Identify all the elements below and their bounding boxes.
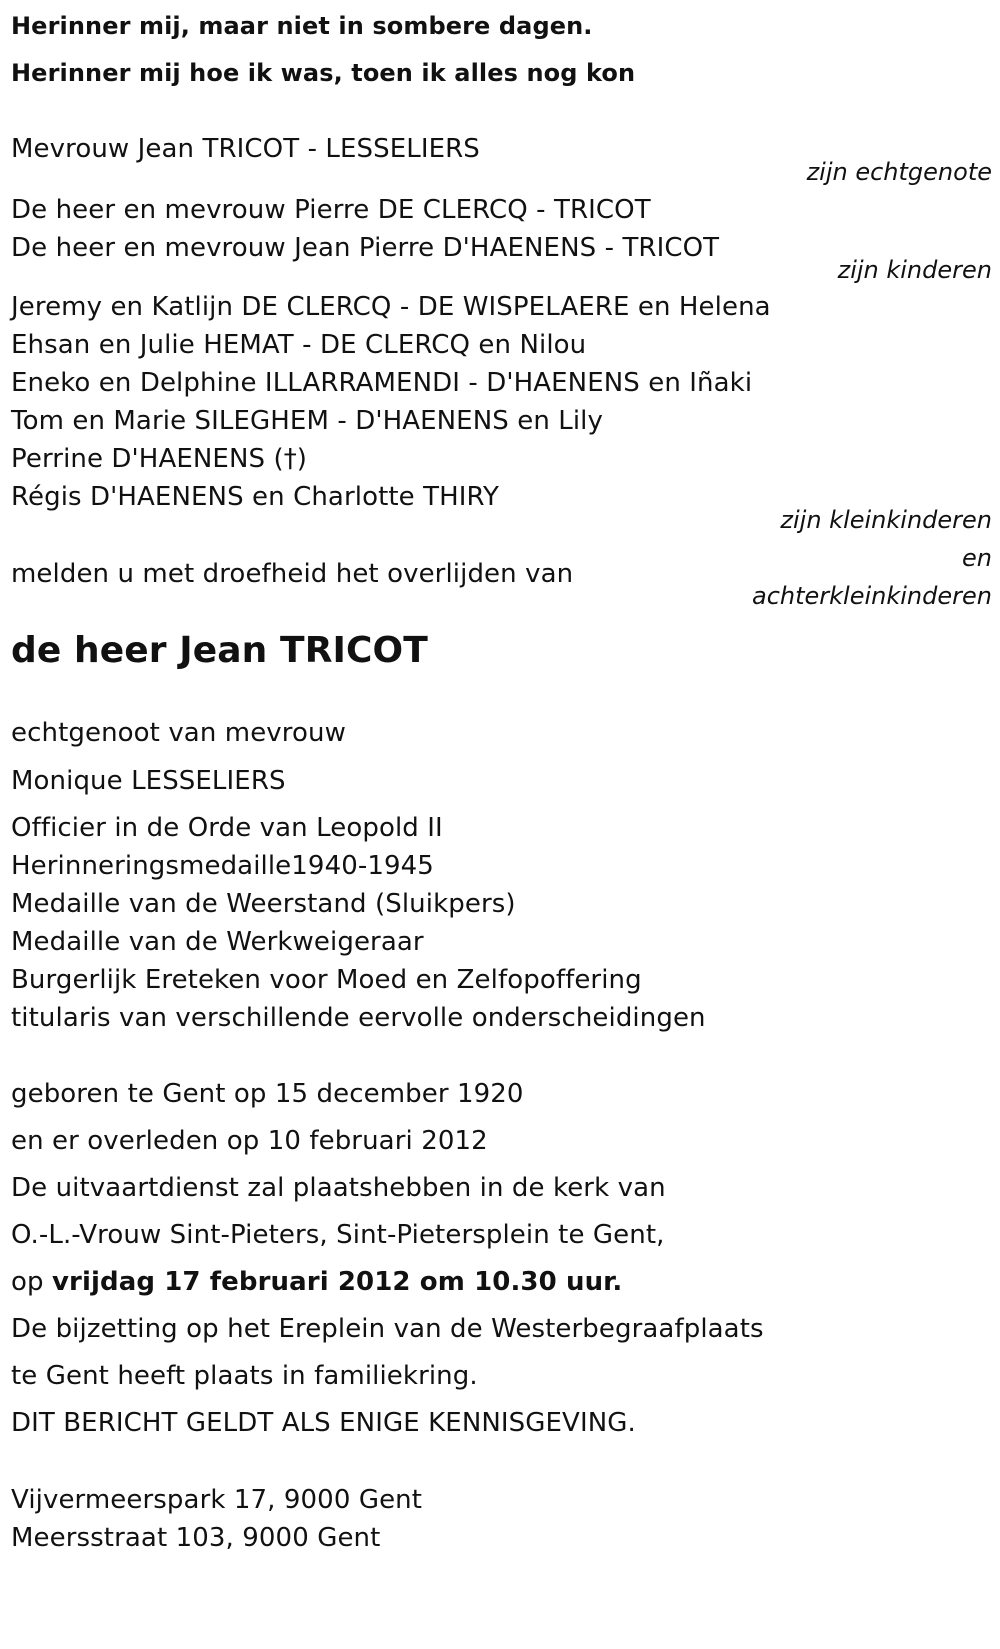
verse-line-1: Herinner mij, maar niet in sombere dagen.	[11, 12, 593, 40]
detail-line: Monique LESSELIERS	[11, 766, 286, 796]
address-line: Meersstraat 103, 9000 Gent	[11, 1523, 381, 1553]
grandchild-name: Régis D'HAENENS en Charlotte THIRY	[11, 482, 500, 512]
spouse-role: zijn echtgenote	[806, 158, 992, 186]
church-info: O.-L.-Vrouw Sint-Pieters, Sint-Pietersplein te Gent,	[11, 1220, 665, 1250]
birth-info: geboren te Gent op 15 december 1920	[11, 1079, 524, 1109]
detail-line: echtgenoot van mevrouw	[11, 718, 346, 748]
burial-info: De bijzetting op het Ereplein van de Westerbegraafplaats	[11, 1314, 764, 1344]
children-role: zijn kinderen	[837, 256, 992, 284]
grandchild-name: Perrine D'HAENENS (†)	[11, 444, 308, 474]
grandchild-name: Eneko en Delphine ILLARRAMENDI - D'HAENENS en Iñaki	[11, 368, 753, 398]
detail-line: Officier in de Orde van Leopold II	[11, 813, 443, 843]
grandchildren-role-connector: en	[962, 544, 992, 572]
detail-line: titularis van verschillende eervolle onderscheidingen	[11, 1003, 706, 1033]
service-date	[11, 1269, 622, 1295]
child-name: De heer en mevrouw Pierre DE CLERCQ - TRICOT	[11, 195, 651, 225]
service-date-time: vrijdag 17 februari 2012 om 10.30 uur.	[51, 1267, 623, 1297]
detail-line: Medaille van de Weerstand (Sluikpers)	[11, 889, 516, 919]
detail-line: Burgerlijk Ereteken voor Moed en Zelfopoffering	[11, 965, 642, 995]
burial-info: te Gent heeft plaats in familiekring.	[11, 1361, 478, 1391]
grandchild-name: Tom en Marie SILEGHEM - D'HAENENS en Lily	[11, 406, 603, 436]
death-info: en er overleden op 10 februari 2012	[11, 1126, 488, 1156]
verse-line-2: Herinner mij hoe ik was, toen ik alles nog kon	[11, 59, 636, 87]
deceased-name: de heer Jean TRICOT	[11, 630, 428, 671]
grandchild-name: Jeremy en Katlijn DE CLERCQ - DE WISPELAERE en Helena	[11, 292, 771, 322]
service-date-prefix: op	[11, 1267, 52, 1297]
notice-text: DIT BERICHT GELDT ALS ENIGE KENNISGEVING.	[11, 1408, 636, 1438]
detail-line: Medaille van de Werkweigeraar	[11, 927, 424, 957]
grandchild-name: Ehsan en Julie HEMAT - DE CLERCQ en Nilou	[11, 330, 587, 360]
address-line: Vijvermeerspark 17, 9000 Gent	[11, 1485, 423, 1515]
spouse-name: Mevrouw Jean TRICOT - LESSELIERS	[11, 134, 480, 164]
child-name: De heer en mevrouw Jean Pierre D'HAENENS - TRICOT	[11, 233, 720, 263]
service-info: De uitvaartdienst zal plaatshebben in de kerk van	[11, 1173, 666, 1203]
announcement-text: melden u met droefheid het overlijden van	[11, 559, 574, 589]
detail-line: Herinneringsmedaille1940-1945	[11, 851, 434, 881]
great-grandchildren-role: achterkleinkinderen	[752, 582, 992, 610]
grandchildren-role: zijn kleinkinderen	[780, 506, 992, 534]
